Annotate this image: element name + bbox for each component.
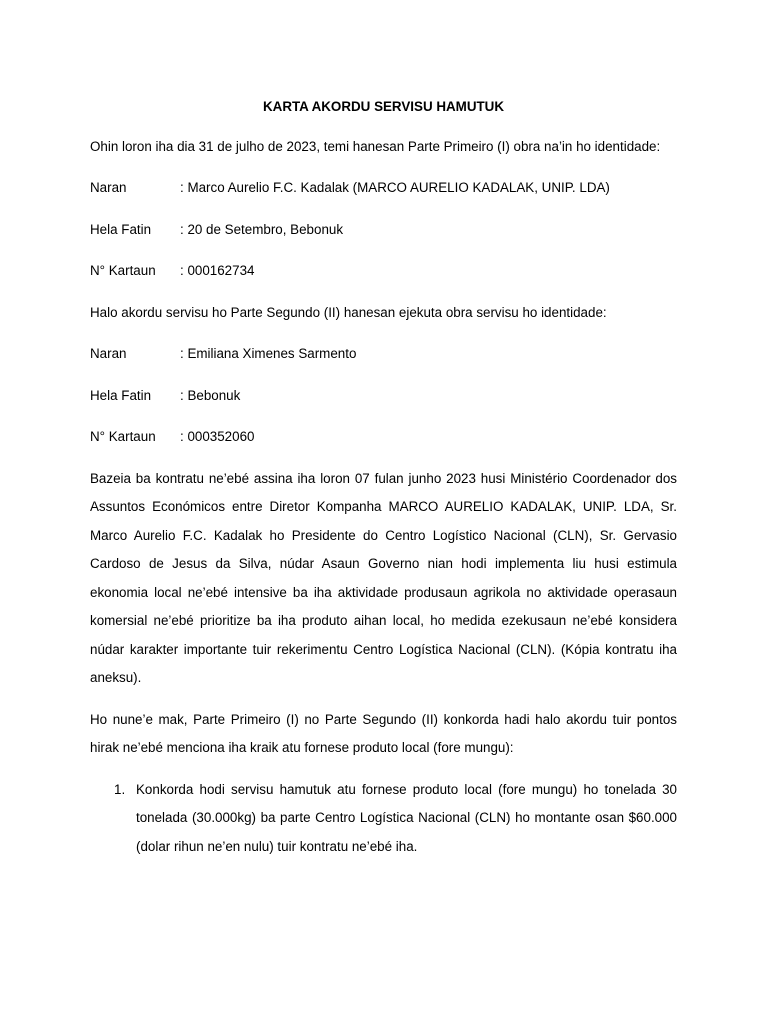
party2-card-value: : 000352060 (180, 429, 255, 444)
party2-card-row (90, 423, 677, 452)
document-title: KARTA AKORDU SERVISU HAMUTUK (262, 99, 505, 114)
list-item-number: 1. (114, 781, 126, 797)
party1-address-row (90, 216, 677, 245)
party1-address-value: : 20 de Setembro, Bebonuk (180, 221, 344, 237)
party2-address-value: : Bebonuk (180, 387, 241, 403)
basis-paragraph: Bazeia ba kontratu ne’ebé assina iha loron 07 fulan junho 2023 husi Ministério Coordenador dos Assuntos Económicos entre Diretor Kompanha MARCO AURELIO KADALAK, UNIP. LDA, Sr. Marco Aurelio F.C. Kadalak ho Presidente do Centro Logístico Nacional (CLN), Sr. Gervasio Cardoso de Jesus da Silva, núdar Asaun Governo nian hodi implementa liu husi estimula ekonomia local ne’ebé intensive ba iha aktividade produsaun agrikola no aktividade operasaun komersial ne’ebé prioritize ba iha produto aihan local, ho medida ezekusaun ne’ebé konsidera núdar karakter importante tuir rekerimentu Centro Logística Nacional (CLN). (Kópia kontratu iha aneksu). (90, 470, 677, 685)
agreement-intro-paragraph: Ho nune’e mak, Parte Primeiro (I) no Parte Segundo (II) konkorda hadi halo akordu tuir pontos hirak ne’ebé menciona iha kraik atu fornese produto local (fore mungu): (90, 711, 677, 755)
party1-card-row (90, 257, 677, 286)
list-item (90, 776, 677, 862)
party2-name-value: : Emiliana Ximenes Sarmento (180, 346, 357, 361)
party1-name-value: : Marco Aurelio F.C. Kadalak (MARCO AURELIO KADALAK, UNIP. LDA) (180, 180, 610, 195)
party2-address-row (90, 382, 677, 411)
party1-card-value: : 000162734 (180, 263, 255, 278)
agreement-list (90, 776, 677, 862)
party2-address-label: Hela Fatin (90, 387, 152, 403)
party1-name-row (90, 174, 677, 203)
party2-intro-paragraph: Halo akordu servisu ho Parte Segundo (II) hanesan ejekuta obra servisu ho identidade: (90, 304, 607, 320)
party2-name-row (90, 340, 677, 369)
party2-name-label: Naran (90, 346, 127, 361)
party1-address-label: Hela Fatin (90, 221, 152, 237)
party1-name-label: Naran (90, 180, 127, 195)
party1-card-label: N° Kartaun (90, 263, 156, 278)
intro-paragraph: Ohin loron iha dia 31 de julho de 2023, temi hanesan Parte Primeiro (I) obra na’in ho identidade: (90, 138, 661, 154)
list-item-text: Konkorda hodi servisu hamutuk atu fornese produto local (fore mungu) ho tonelada 30 tonelada (30.000kg) ba parte Centro Logística Nacional (CLN) ho montante osan $60.000 (dolar rihun ne’en nulu) tuir kontratu ne’ebé iha. (136, 781, 677, 854)
document-body (90, 93, 677, 874)
party2-card-label: N° Kartaun (90, 429, 156, 444)
